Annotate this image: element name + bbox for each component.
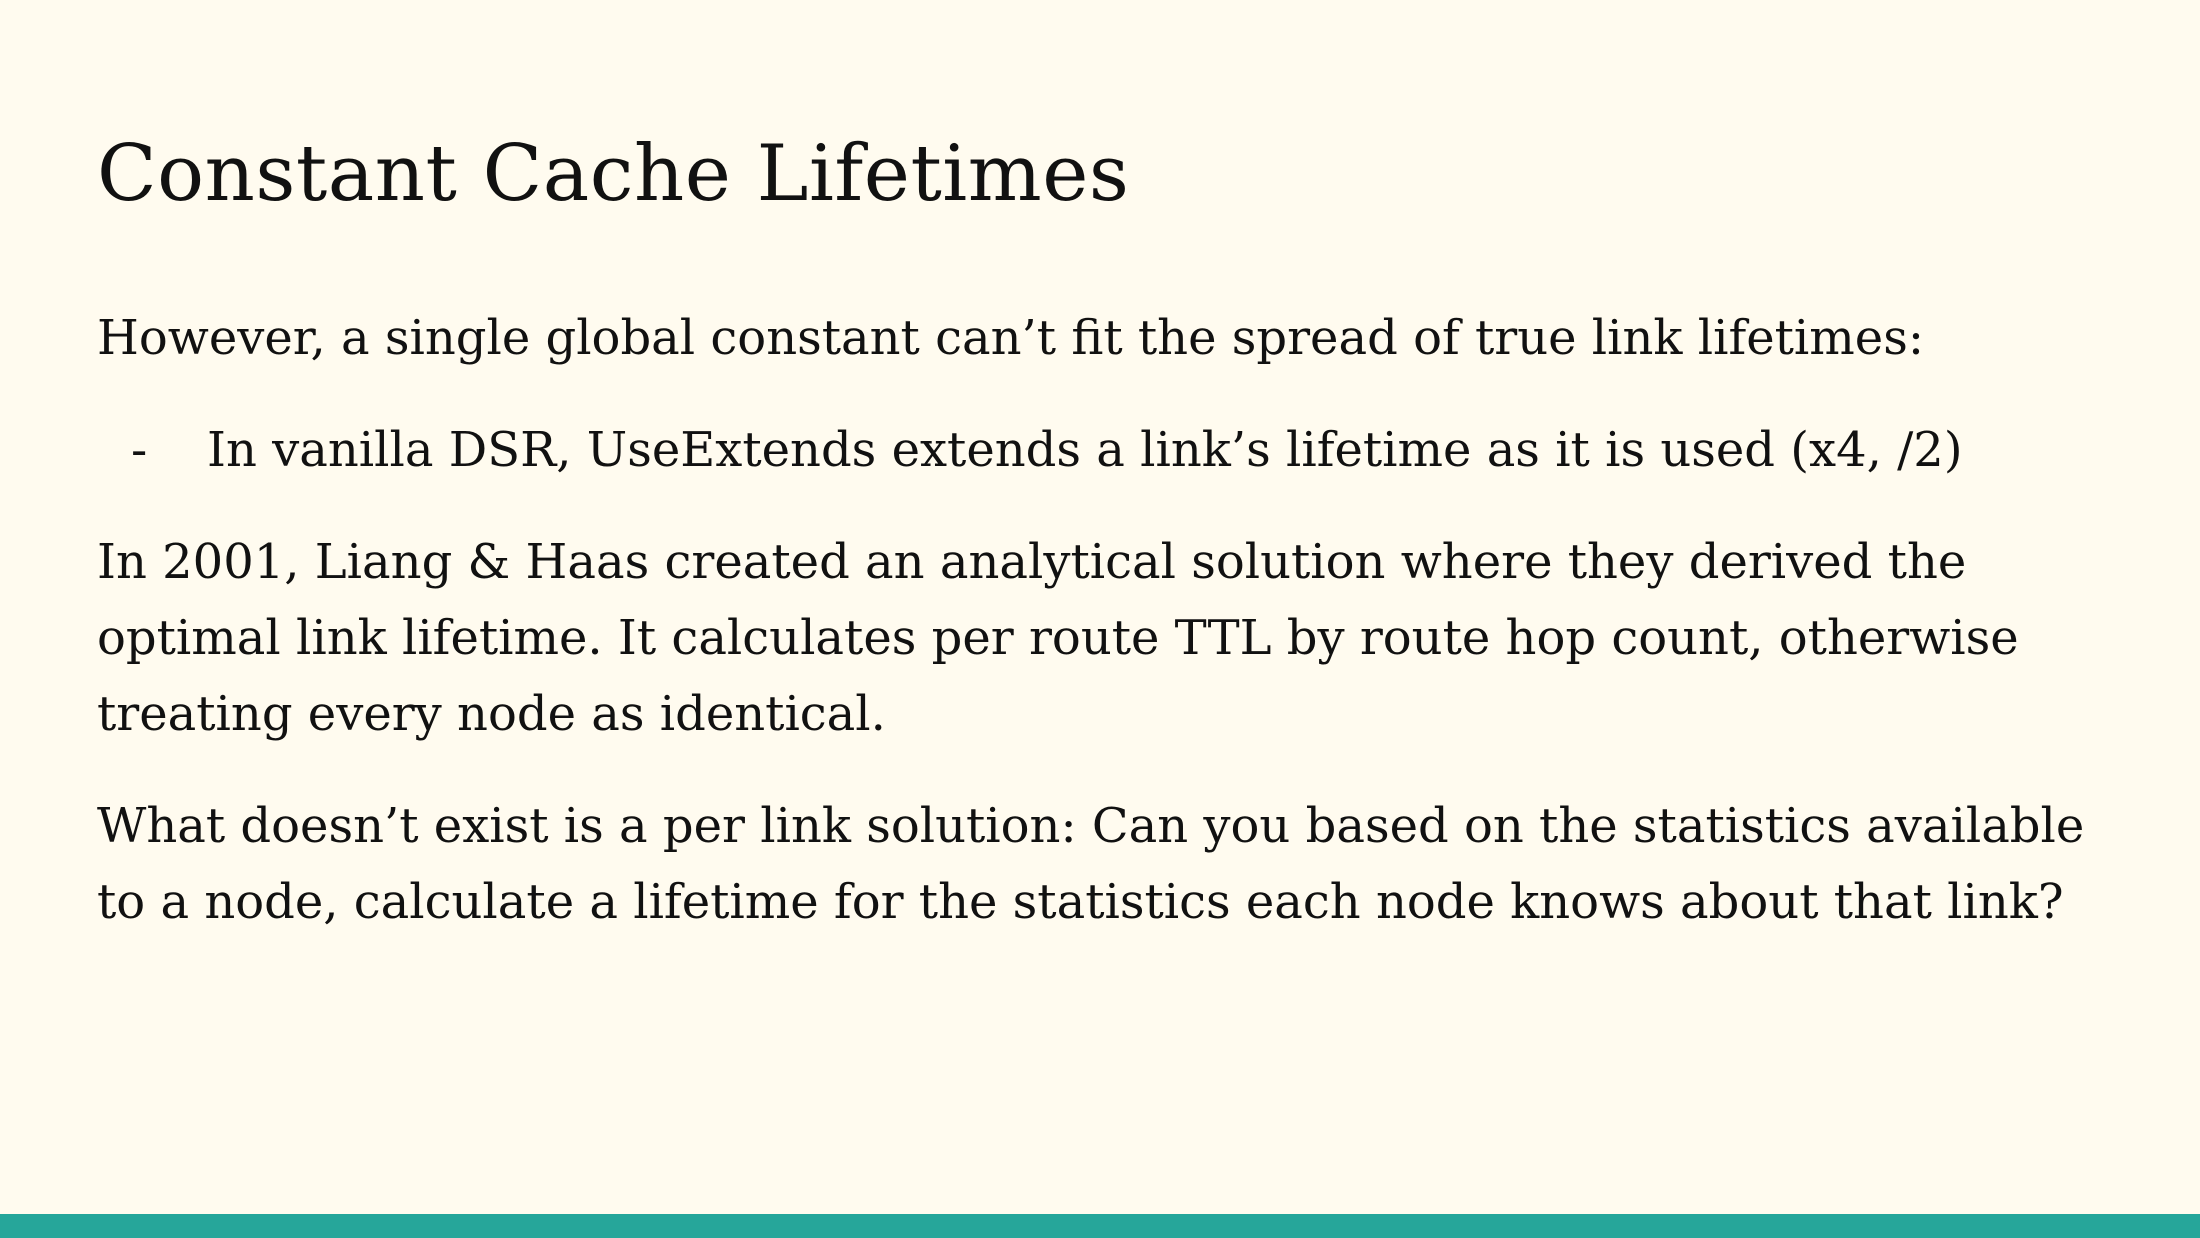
bullet-list [97,412,2117,488]
per-link-paragraph: What doesn’t exist is a per link solution: Can you based on the statistics available to a node, calculate a lifetime for the statistics each node knows about that link? [97,798,2085,930]
bullet-marker: - [131,422,148,478]
bullet-item [97,412,2117,488]
bottom-accent-bar [0,1214,2200,1238]
slide-title: Constant Cache Lifetimes [97,129,1130,219]
liang-haas-paragraph: In 2001, Liang & Haas created an analytical solution where they derived the optimal link lifetime. It calculates per route TTL by route hop count, otherwise treating every node as identical. [97,534,2019,742]
intro-paragraph: However, a single global constant can’t fit the spread of true link lifetimes: [97,310,1924,366]
slide-body [97,300,2117,976]
bullet-text: In vanilla DSR, UseExtends extends a link’s lifetime as it is used (x4, /2) [207,422,1963,478]
